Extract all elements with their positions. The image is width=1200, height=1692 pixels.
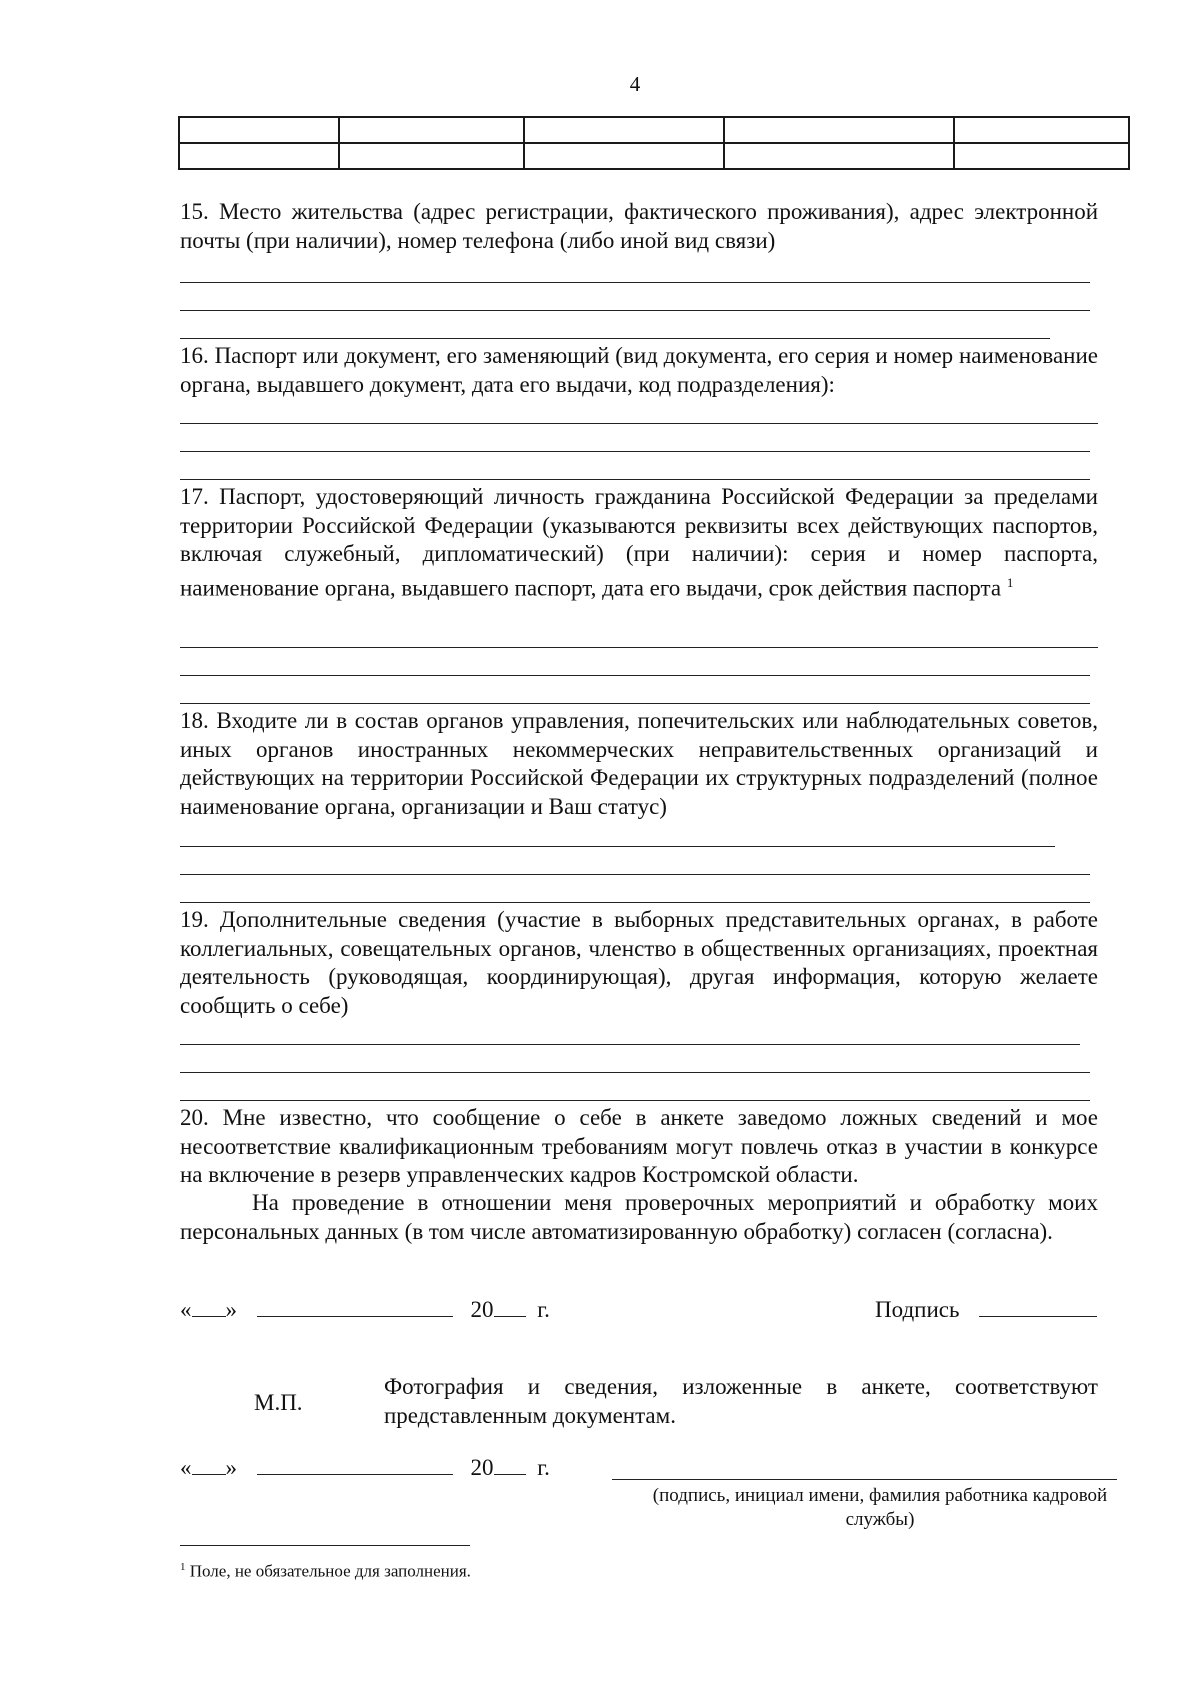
table-cell[interactable]	[179, 143, 339, 169]
answer-line-18-1[interactable]	[180, 846, 1055, 847]
footnote-mark: 1	[180, 1561, 186, 1573]
day-blank[interactable]	[192, 1452, 226, 1475]
answer-line-15-1[interactable]	[180, 282, 1090, 283]
table-row	[179, 143, 1129, 169]
page-number: 4	[629, 72, 641, 96]
signature-label: Подпись	[875, 1297, 960, 1322]
table-cell[interactable]	[524, 143, 724, 169]
item-19: 19. Дополнительные сведения (участие в выборных представительных органах, в работе коллегиальных, совещательных органов, членство в общественных организациях, проектная деятельность (руководящая, координирующая), другая информация, которую желаете сообщить о себе)	[180, 907, 1098, 1018]
hr-signature-caption: (подпись, инициал имени, фамилия работника кадровой службы)	[652, 1485, 1108, 1530]
answer-line-16-1[interactable]	[180, 423, 1098, 424]
footnote	[180, 1556, 471, 1583]
answer-line-16-3[interactable]	[180, 479, 1090, 480]
item-15: 15. Место жительства (адрес регистрации, фактического проживания), адрес электронной почты (при наличии), номер телефона (либо иной вид связи)	[180, 199, 1098, 253]
answer-line-17-2[interactable]	[180, 675, 1090, 676]
answer-line-19-1[interactable]	[180, 1044, 1080, 1045]
answer-line-18-2[interactable]	[180, 874, 1090, 875]
table-cell[interactable]	[339, 143, 524, 169]
hr-date	[180, 1452, 550, 1482]
item-20: 20. Мне известно, что сообщение о себе в анкете заведомо ложных сведений и мое несоответствие квалификационным требованиям могут повлечь отказ в участии в конкурсе на включение в резерв управленческих кадров Костромской области.	[180, 1105, 1098, 1187]
footnote-ref: 1	[1006, 574, 1014, 590]
day-blank[interactable]	[192, 1294, 226, 1317]
item-17-text: 17. Паспорт, удостоверяющий личность гражданина Российской Федерации за пределами территории Российской Федерации (указываются реквизиты всех действующих паспортов, включая служебный, дипломатический) (при наличии): серия и номер паспорта, наименование органа, выдавшего паспорт, дата его выдачи, срок действия паспорта	[180, 484, 1098, 601]
answer-line-16-2[interactable]	[180, 451, 1090, 452]
year-suffix: г.	[537, 1297, 550, 1322]
table-row	[179, 117, 1129, 143]
answer-line-17-1[interactable]	[180, 647, 1098, 648]
quote-open: «	[180, 1297, 192, 1322]
table-cell[interactable]	[954, 117, 1129, 143]
year-prefix: 20	[470, 1297, 494, 1322]
hr-signature-line[interactable]	[612, 1479, 1117, 1480]
year-suffix: г.	[537, 1455, 550, 1480]
table-cell[interactable]	[179, 117, 339, 143]
table-cell[interactable]	[524, 117, 724, 143]
consent-text: На проведение в отношении меня проверочных мероприятий и обработку моих персональных данных (в том числе автоматизированную обработку) согласен (согласна).	[180, 1190, 1098, 1244]
item-16: 16. Паспорт или документ, его заменяющий (вид документа, его серия и номер наименование органа, выдавшего документ, дата его выдачи, код подразделения):	[180, 343, 1098, 397]
footnote-separator	[180, 1545, 470, 1546]
year-blank[interactable]	[494, 1294, 526, 1317]
footnote-text: Поле, не обязательное для заполнения.	[189, 1561, 471, 1581]
item-17	[180, 483, 1098, 603]
table-cell[interactable]	[724, 143, 954, 169]
stamp-label: М.П.	[254, 1390, 303, 1415]
table-cell[interactable]	[724, 117, 954, 143]
quote-open: «	[180, 1455, 192, 1480]
signature-blank[interactable]	[979, 1294, 1097, 1317]
month-blank[interactable]	[257, 1294, 453, 1317]
answer-line-19-3[interactable]	[180, 1100, 1090, 1101]
confirmation-text: Фотография и сведения, изложенные в анкете, соответствуют представленным документам.	[384, 1374, 1098, 1428]
year-blank[interactable]	[494, 1452, 526, 1475]
answer-line-15-2[interactable]	[180, 310, 1090, 311]
continued-table	[178, 116, 1130, 170]
answer-line-15-3[interactable]	[180, 338, 1050, 339]
table-cell[interactable]	[954, 143, 1129, 169]
year-prefix: 20	[470, 1455, 494, 1480]
answer-line-18-3[interactable]	[180, 902, 1090, 903]
item-18: 18. Входите ли в состав органов управления, попечительских или наблюдательных советов, иных органов иностранных некоммерческих неправительственных организаций и действующих на территории Российской Федерации их структурных подразделений (полное наименование органа, организации и Ваш статус)	[180, 708, 1098, 819]
table-cell[interactable]	[339, 117, 524, 143]
month-blank[interactable]	[257, 1452, 453, 1475]
quote-close: »	[225, 1455, 237, 1480]
answer-line-17-3[interactable]	[180, 703, 1090, 704]
signature-field	[875, 1294, 1097, 1324]
applicant-date	[180, 1294, 550, 1324]
quote-close: »	[225, 1297, 237, 1322]
answer-line-19-2[interactable]	[180, 1072, 1090, 1073]
